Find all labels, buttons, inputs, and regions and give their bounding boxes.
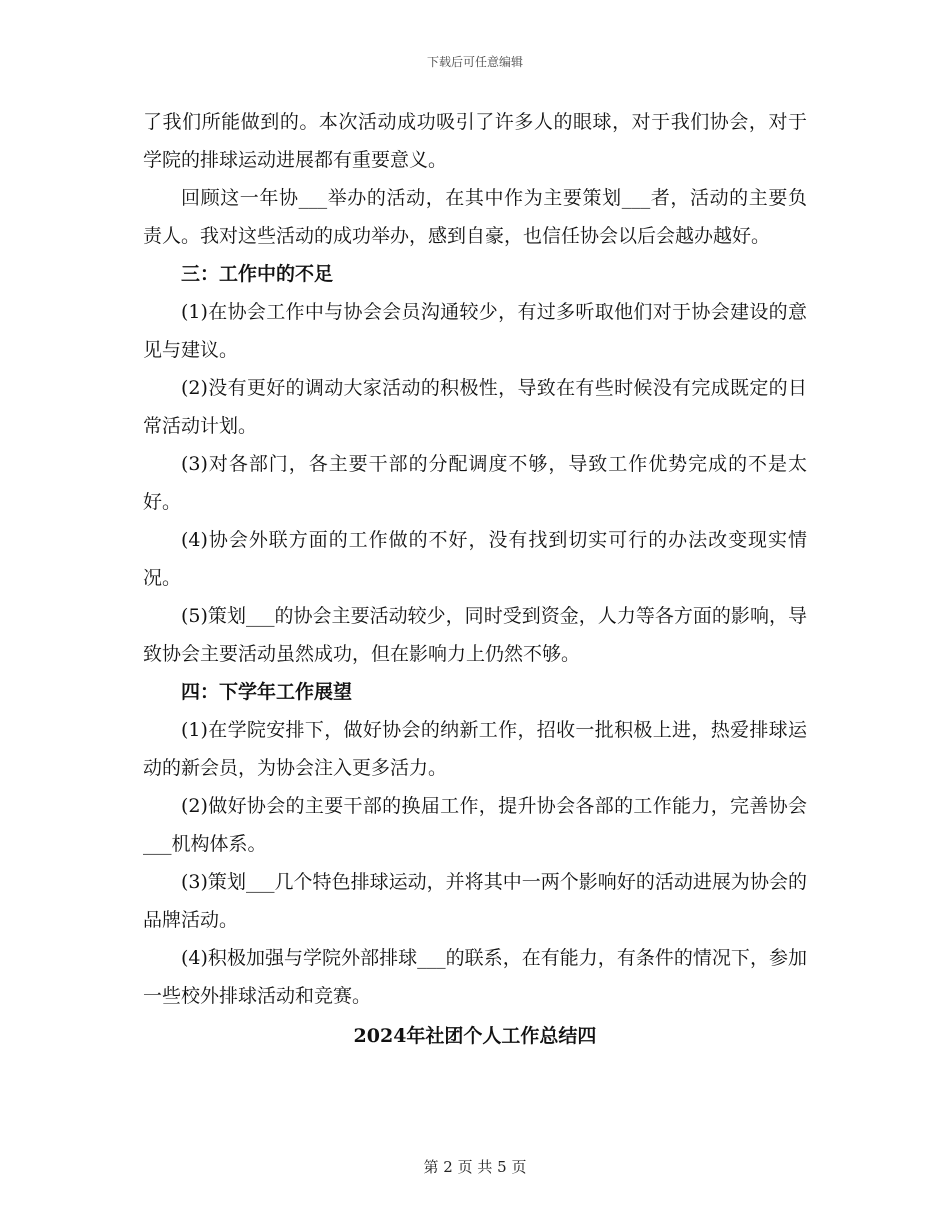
page-number: 第 2 页 共 5 页 (423, 1158, 527, 1176)
list-item: (1)在协会工作中与协会会员沟通较少，有过多听取他们对于协会建设的意见与建议。 (143, 301, 807, 361)
list-item: (1)在学院安排下，做好协会的纳新工作，招收一批积极上进，热爱排球运动的新会员，为协会注入更多活力。 (143, 719, 807, 779)
section-heading-outlook: 四：下学年工作展望 (181, 681, 353, 703)
paragraph-review: 回顾这一年协___举办的活动，在其中作为主要策划___者，活动的主要负责人。我对这些活动的成功举办，感到自豪，也信任协会以后会越办越好。 (143, 187, 807, 247)
list-item: (4)积极加强与学院外部排球___的联系，在有能力，有条件的情况下，参加一些校外排球活动和竞赛。 (143, 947, 807, 1007)
next-section-title: 2024年社团个人工作总结四 (353, 1025, 597, 1047)
list-item: (2)没有更好的调动大家活动的积极性，导致在有些时候没有完成既定的日常活动计划。 (143, 377, 807, 437)
list-item: (4)协会外联方面的工作做的不好，没有找到切实可行的办法改变现实情况。 (143, 529, 807, 589)
paragraph-continuation: 了我们所能做到的。本次活动成功吸引了许多人的眼球，对于我们协会，对于学院的排球运动进展都有重要意义。 (143, 111, 807, 171)
list-item: (2)做好协会的主要干部的换届工作，提升协会各部的工作能力，完善协会___机构体系。 (143, 795, 807, 855)
section-heading-shortcomings: 三：工作中的不足 (181, 263, 334, 285)
list-item: (3)对各部门，各主要干部的分配调度不够，导致工作优势完成的不是太好。 (143, 453, 807, 513)
document-body (143, 103, 807, 1055)
page-header-note: 下载后可任意编辑 (426, 55, 523, 69)
list-item: (3)策划___几个特色排球运动，并将其中一两个影响好的活动进展为协会的品牌活动。 (143, 871, 807, 931)
list-item: (5)策划___的协会主要活动较少，同时受到资金，人力等各方面的影响，导致协会主要活动虽然成功，但在影响力上仍然不够。 (143, 605, 807, 665)
